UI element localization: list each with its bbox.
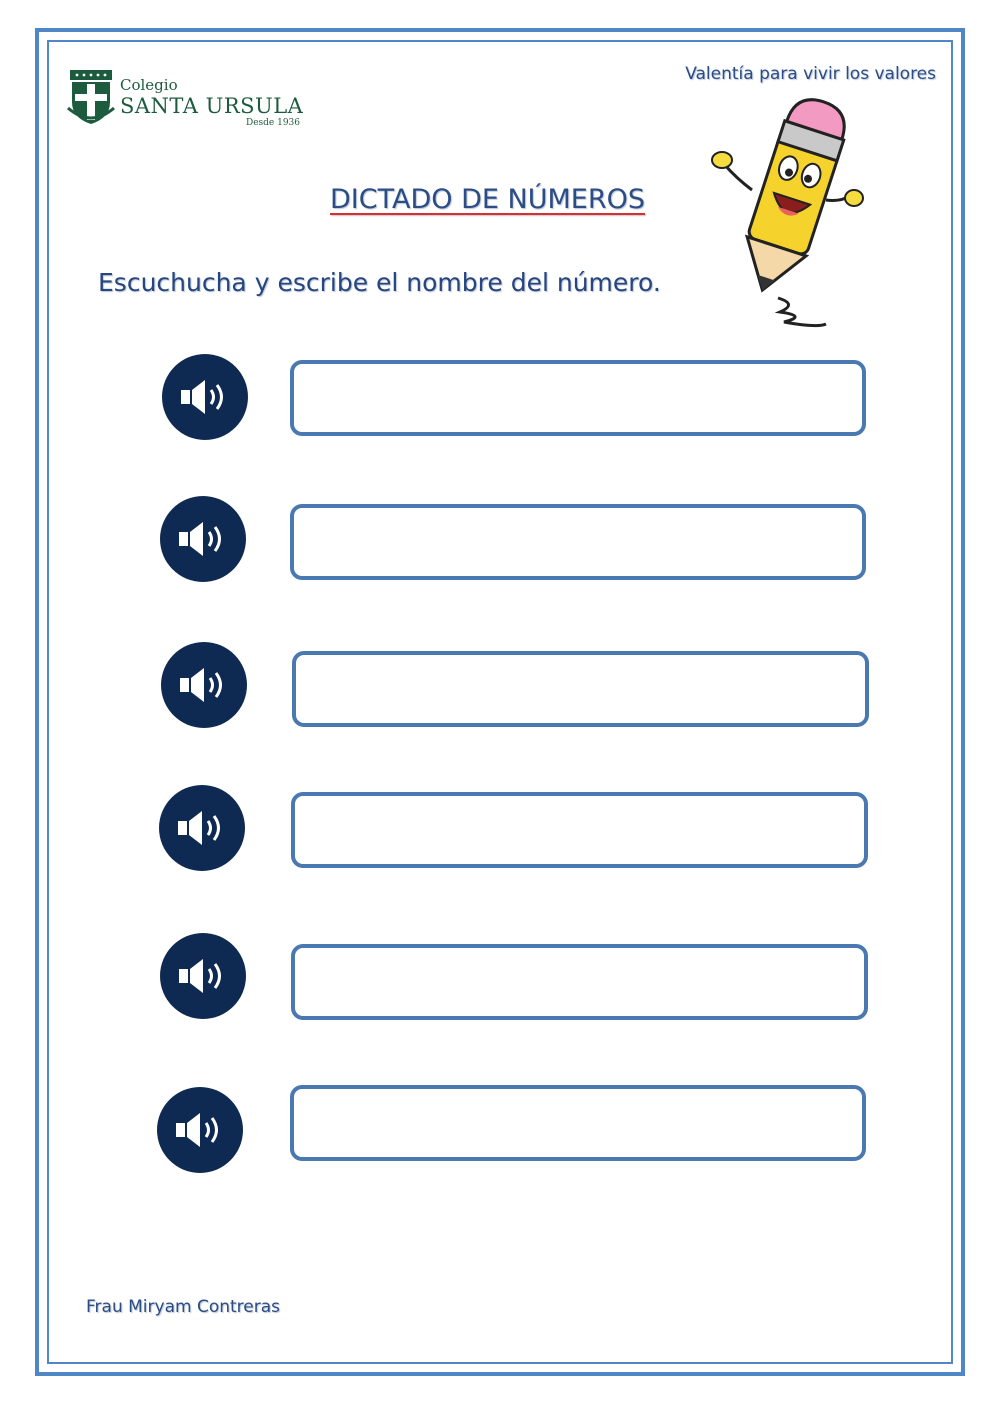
worksheet-title: DICTADO DE NÚMEROS	[330, 184, 645, 215]
school-founded: Desde 1936	[246, 118, 301, 128]
play-audio-button-3[interactable]	[161, 642, 247, 728]
smiling-pencil-icon	[708, 98, 868, 334]
school-crest-icon	[66, 68, 116, 128]
play-audio-button-4[interactable]	[159, 785, 245, 871]
play-audio-button-2[interactable]	[160, 496, 246, 582]
school-logo	[66, 68, 306, 132]
speaker-icon	[179, 377, 231, 417]
answer-field-1[interactable]	[290, 360, 866, 436]
play-audio-button-1[interactable]	[162, 354, 248, 440]
author-credit: Frau Miryam Contreras	[86, 1297, 280, 1317]
school-name: SANTA URSULA	[120, 94, 304, 118]
school-motto: Valentía para vivir los valores	[685, 64, 936, 84]
play-audio-button-6[interactable]	[157, 1087, 243, 1173]
speaker-icon	[178, 665, 230, 705]
speaker-icon	[176, 808, 228, 848]
answer-field-3[interactable]	[292, 651, 869, 727]
answer-field-5[interactable]	[291, 944, 868, 1020]
speaker-icon	[177, 956, 229, 996]
school-name-prefix: Colegio	[120, 76, 178, 94]
speaker-icon	[177, 519, 229, 559]
answer-field-4[interactable]	[291, 792, 868, 868]
play-audio-button-5[interactable]	[160, 933, 246, 1019]
answer-field-2[interactable]	[290, 504, 866, 580]
worksheet-instruction: Escuchucha y escribe el nombre del número.	[98, 268, 661, 297]
answer-field-6[interactable]	[290, 1085, 866, 1161]
speaker-icon	[174, 1110, 226, 1150]
